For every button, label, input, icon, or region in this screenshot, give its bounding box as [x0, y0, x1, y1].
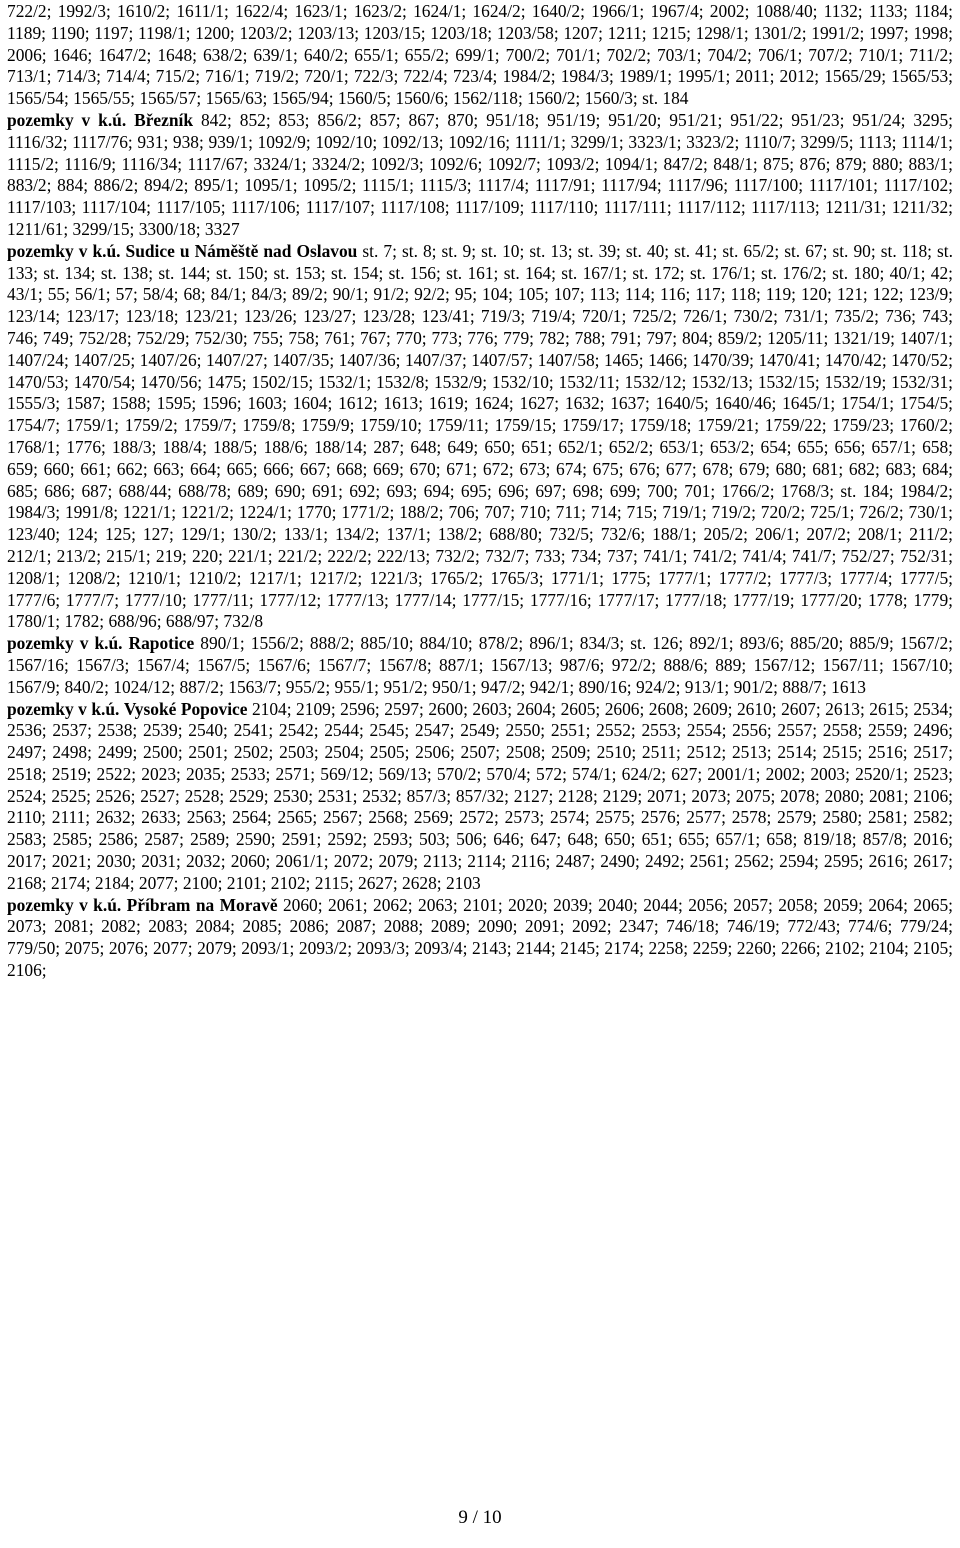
parcel-numbers: 722/2; 1992/3; 1610/2; 1611/1; 1622/4; 1623/1; 1623/2; 1624/1; 1624/2; 1640/2; 1966/1; 1967/4; 2002; 1088/40; 1132; 1133; 1184; 1189; 1190; 1197; 1198/1; 1200; 1203/2; 1203/13; 1203/15; 1203/18; 1203/58; 1207; 1211; 1215; 1298/1; 1301/2; 1991/2; 1997; 1998; 2006; 1646; 1647/2; 1648; 638/2; 639/1; 640/2; 655/1; 655/2; 699/1; 700/2; 701/1; 702/2; 703/1; 704/2; 706/1; 707/2; 710/1; 711/2; 713/1; 714/3; 714/4; 715/2; 716/1; 719/2; 720/1; 722/3; 722/4; 723/4; 1984/2; 1984/3; 1989/1; 1995/1; 2011; 2012; 1565/29; 1565/53; 1565/54; 1565/55; 1565/57; 1565/63; 1565/94; 1560/5; 1560/6; 1562/118; 1560/2; 1560/3; st. 184	[7, 1, 953, 109]
parcel-list-breznik	[7, 110, 953, 241]
parcel-list-sudice	[7, 241, 953, 633]
cadastral-area-name: Příbram na Moravě	[126, 894, 278, 915]
section-label: pozemky v k.ú.	[7, 698, 120, 719]
parcel-numbers: 2060; 2061; 2062; 2063; 2101; 2020; 2039; 2040; 2044; 2056; 2057; 2058; 2059; 2064; 2065; 2073; 2081; 2082; 2083; 2084; 2085; 2086; 2087; 2088; 2089; 2090; 2091; 2092; 2347; 746/18; 746/19; 772/43; 774/6; 779/24; 779/50; 2075; 2076; 2077; 2079; 2093/1; 2093/2; 2093/3; 2093/4; 2143; 2144; 2145; 2174; 2258; 2259; 2260; 2266; 2102; 2104; 2105; 2106;	[7, 894, 953, 981]
parcel-numbers: 842; 852; 853; 856/2; 857; 867; 870; 951/18; 951/19; 951/20; 951/21; 951/22; 951/23; 951/24; 3295; 1116/32; 1117/76; 931; 938; 939/1; 1092/9; 1092/10; 1092/13; 1092/16; 1111/1; 3299/1; 3323/1; 3323/2; 1110/7; 3299/5; 1113; 1114/1; 1115/2; 1116/9; 1116/34; 1117/67; 3324/1; 3324/2; 1092/3; 1092/6; 1092/7; 1093/2; 1094/1; 847/2; 848/1; 875; 876; 879; 880; 883/1; 883/2; 884; 886/2; 894/2; 895/1; 1095/1; 1095/2; 1115/1; 1115/3; 1117/4; 1117/91; 1117/94; 1117/96; 1117/100; 1117/101; 1117/102; 1117/103; 1117/104; 1117/105; 1117/106; 1117/107; 1117/108; 1117/109; 1117/110; 1117/111; 1117/112; 1117/113; 1211/31; 1211/32; 1211/61; 3299/15; 3300/18; 3327	[7, 109, 953, 239]
parcel-list-pribram-na-morave	[7, 895, 953, 982]
page-number: 9 / 10	[458, 1507, 502, 1528]
document-body	[7, 1, 953, 982]
parcel-numbers: 890/1; 1556/2; 888/2; 885/10; 884/10; 878/2; 896/1; 834/3; st. 126; 892/1; 893/6; 885/20; 885/9; 1567/2; 1567/16; 1567/3; 1567/4; 1567/5; 1567/6; 1567/7; 1567/8; 887/1; 1567/13; 987/6; 972/2; 888/6; 889; 1567/12; 1567/11; 1567/10; 1567/9; 840/2; 1024/12; 887/2; 1563/7; 955/2; 955/1; 951/2; 950/1; 947/2; 942/1; 890/16; 924/2; 913/1; 901/2; 888/7; 1613	[7, 633, 953, 697]
parcel-list-vysoke-popovice	[7, 699, 953, 895]
cadastral-area-name: Sudice u Náměště nad Oslavou	[125, 240, 358, 261]
section-label: pozemky v k.ú.	[7, 894, 122, 915]
cadastral-area-name: Rapotice	[128, 633, 195, 654]
parcel-list-rapotice	[7, 633, 953, 698]
parcel-numbers: st. 7; st. 8; st. 9; st. 10; st. 13; st. 39; st. 40; st. 41; st. 65/2; st. 67; st. 90; st. 118; st. 133; st. 134; st. 138; st. 144; st. 150; st. 153; st. 154; st. 156; st. 161; st. 164; st. 167/1; st. 172; st. 176/1; st. 176/2; st. 180; 40/1; 42; 43/1; 55; 56/1; 57; 58/4; 68; 84/1; 84/3; 89/2; 90/1; 91/2; 92/2; 95; 104; 105; 107; 113; 114; 116; 117; 118; 119; 120; 121; 122; 123/9; 123/14; 123/17; 123/18; 123/21; 123/26; 123/27; 123/28; 123/41; 719/3; 719/4; 720/1; 725/2; 726/1; 730/2; 731/1; 735/2; 736; 743; 746; 749; 752/28; 752/29; 752/30; 755; 758; 761; 767; 770; 773; 776; 779; 782; 788; 791; 797; 804; 859/2; 1205/11; 1321/19; 1407/1; 1407/24; 1407/25; 1407/26; 1407/27; 1407/35; 1407/36; 1407/37; 1407/57; 1407/58; 1465; 1466; 1470/39; 1470/41; 1470/42; 1470/52; 1470/53; 1470/54; 1470/56; 1475; 1502/15; 1532/1; 1532/8; 1532/9; 1532/10; 1532/11; 1532/12; 1532/13; 1532/15; 1532/19; 1532/31; 1555/3; 1587; 1588; 1595; 1596; 1603; 1604; 1612; 1613; 1619; 1624; 1627; 1632; 1637; 1640/5; 1640/46; 1645/1; 1754/1; 1754/5; 1754/7; 1759/1; 1759/2; 1759/7; 1759/8; 1759/9; 1759/10; 1759/11; 1759/15; 1759/17; 1759/18; 1759/21; 1759/22; 1759/23; 1760/2; 1768/1; 1776; 188/3; 188/4; 188/5; 188/6; 188/14; 287; 648; 649; 650; 651; 652/1; 652/2; 653/1; 653/2; 654; 655; 656; 657/1; 658; 659; 660; 661; 662; 663; 664; 665; 666; 667; 668; 669; 670; 671; 672; 673; 674; 675; 676; 677; 678; 679; 680; 681; 682; 683; 684; 685; 686; 687; 688/44; 688/78; 689; 690; 691; 692; 693; 694; 695; 696; 697; 698; 699; 700; 701; 1766/2; 1768/3; st. 184; 1984/2; 1984/3; 1991/8; 1221/1; 1221/2; 1224/1; 1770; 1771/2; 188/2; 706; 707; 710; 711; 714; 715; 719/1; 719/2; 720/2; 725/1; 726/2; 730/1; 123/40; 124; 125; 127; 129/1; 130/2; 133/1; 134/2; 137/1; 138/2; 688/80; 732/5; 732/6; 188/1; 205/2; 206/1; 207/2; 208/1; 211/2; 212/1; 213/2; 215/1; 219; 220; 221/1; 221/2; 222/2; 222/13; 732/2; 732/7; 733; 734; 737; 741/1; 741/2; 741/4; 741/7; 752/27; 752/31; 1208/1; 1208/2; 1210/1; 1210/2; 1217/1; 1217/2; 1221/3; 1765/2; 1765/3; 1771/1; 1775; 1777/1; 1777/2; 1777/3; 1777/4; 1777/5; 1777/6; 1777/7; 1777/10; 1777/11; 1777/12; 1777/13; 1777/14; 1777/15; 1777/16; 1777/17; 1777/18; 1777/19; 1777/20; 1778; 1779; 1780/1; 1782; 688/96; 688/97; 732/8	[7, 240, 953, 632]
parcel-numbers: 2104; 2109; 2596; 2597; 2600; 2603; 2604; 2605; 2606; 2608; 2609; 2610; 2607; 2613; 2615; 2534; 2536; 2537; 2538; 2539; 2540; 2541; 2542; 2544; 2545; 2547; 2549; 2550; 2551; 2552; 2553; 2554; 2556; 2557; 2558; 2559; 2496; 2497; 2498; 2499; 2500; 2501; 2502; 2503; 2504; 2505; 2506; 2507; 2508; 2509; 2510; 2511; 2512; 2513; 2514; 2515; 2516; 2517; 2518; 2519; 2522; 2023; 2035; 2533; 2571; 569/12; 569/13; 570/2; 570/4; 572; 574/1; 624/2; 627; 2001/1; 2002; 2003; 2520/1; 2523; 2524; 2525; 2526; 2527; 2528; 2529; 2530; 2531; 2532; 857/3; 857/32; 2127; 2128; 2129; 2071; 2073; 2075; 2078; 2080; 2081; 2106; 2110; 2111; 2632; 2633; 2563; 2564; 2565; 2567; 2568; 2569; 2572; 2573; 2574; 2575; 2576; 2577; 2578; 2579; 2580; 2581; 2582; 2583; 2585; 2586; 2587; 2589; 2590; 2591; 2592; 2593; 503; 506; 646; 647; 648; 650; 651; 655; 657/1; 658; 819/18; 857/8; 2016; 2017; 2021; 2030; 2031; 2032; 2060; 2061/1; 2072; 2079; 2113; 2114; 2116; 2487; 2490; 2492; 2561; 2562; 2594; 2595; 2616; 2617; 2168; 2174; 2184; 2077; 2100; 2101; 2102; 2115; 2627; 2628; 2103	[7, 698, 953, 893]
parcel-list-continued	[7, 1, 953, 110]
section-label: pozemky v k.ú.	[7, 240, 121, 261]
section-label: pozemky v k.ú.	[7, 633, 123, 654]
cadastral-area-name: Vysoké Popovice	[123, 698, 248, 719]
section-label: pozemky v k.ú.	[7, 109, 127, 130]
cadastral-area-name: Březník	[134, 109, 194, 130]
